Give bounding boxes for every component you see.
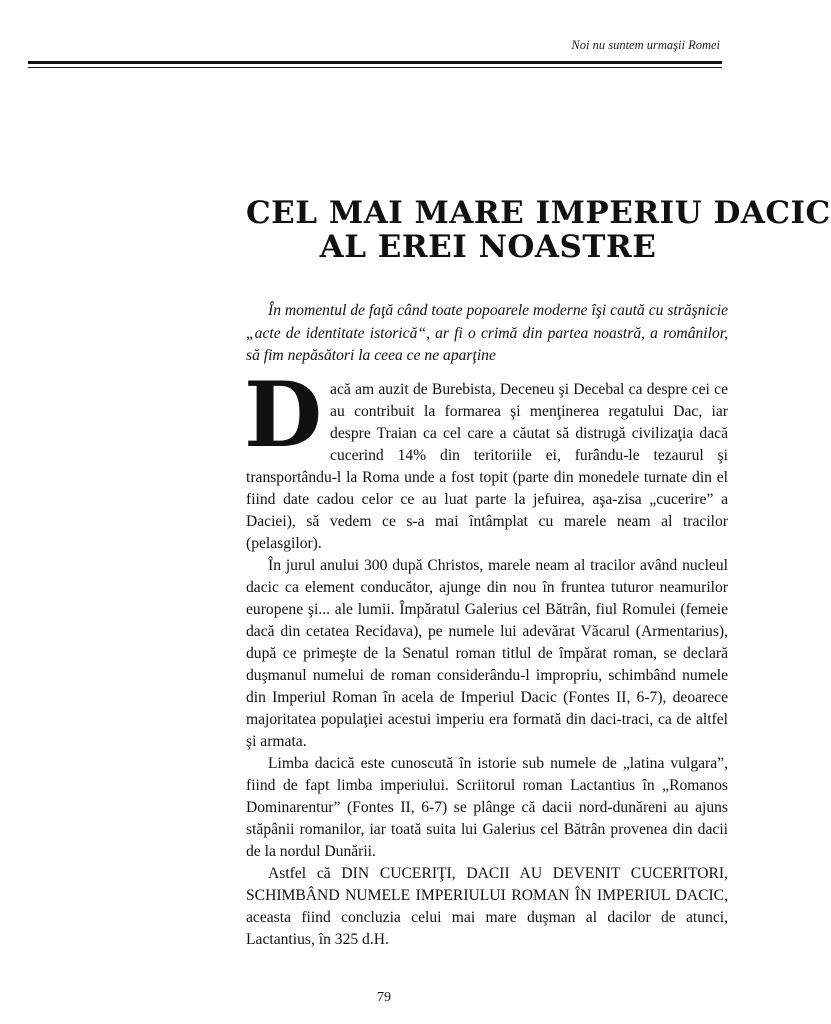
paragraph-1-text: acă am auzit de Burebista, Deceneu şi Decebal ca despre cei ce au contribuit la formarea şi menţinerea regatului Dac, iar despre Traian ca cel care a căutat să distrugă civilizaţia dacă cucerind 14% din teritoriile ei, furându-le tezaurul şi transportându-l la Roma unde a fost topit (parte din monedele turnate din el fiind date cadou celor ce au luat parte la jefuirea, aşa-zisa „cucerire” a Daciei), să vedem ce s-a mai întâmplat cu marele neam al tracilor (pelasgilor).: [246, 381, 728, 552]
chapter-body: [244, 362, 728, 951]
chapter-title: [246, 195, 831, 265]
header-rule-thin: [28, 67, 722, 68]
page-number: 79: [377, 990, 391, 1005]
header-rule-thick: [28, 61, 722, 64]
drop-cap: D: [244, 362, 323, 468]
paragraph-3: Limba dacică este cunoscută în istorie sub numele de „latina vulgara”, fiind de fapt limba imperiului. Scriitorul roman Lactantius în „Romanos Dominarentur” (Fontes II, 6-7) se plânge că dacii nord-dunăreni au ajuns stăpânii romanilor, iar toată suita lui Galerius cel Bătrân provenea din dacii de la nordul Dunării.: [246, 755, 728, 860]
paragraph-1: [244, 362, 728, 555]
paragraph-2: În jurul anului 300 după Christos, marele neam al tracilor având nucleul dacic ca element conducător, ajunge din nou în fruntea tuturor neamurilor europene şi... ale lumii. Împăratul Galerius cel Bătrân, fiul Romulei (femeie dacă din cetatea Recidava), pe numele lui adevărat Văcarul (Armentarius), după ce primeşte de la Senatul roman titlul de împărat roman, se declară duşmanul numelui de roman considerându-l impropriu, schimbând numele din Imperiul Roman în acela de Imperiul Dacic (Fontes II, 6-7), deoarece majoritatea populaţiei acestui imperiu era formată din daci-traci, ca de altfel şi armata.: [246, 557, 728, 750]
chapter-title-line-1: CEL MAI MARE IMPERIU DACIC: [246, 195, 831, 231]
chapter-lead: În momentul de faţă când toate popoarele moderne îşi caută cu străşnicie „acte de identitate istorică“, ar fi o crimă din partea noastră, a românilor, să fim nepăsători la ceea ce ne aparţine: [246, 302, 728, 364]
running-header: Noi nu suntem urmaşii Romei: [571, 38, 720, 52]
paragraph-4: Astfel că DIN CUCERIŢI, DACII AU DEVENIT CUCERITORI, SCHIMBÂND NUMELE IMPERIULUI ROMAN ÎN IMPERIUL DACIC, aceasta fiind concluzia celui mai mare duşman al dacilor de atunci, Lactantius, în 325 d.H.: [246, 865, 728, 948]
chapter-title-line-2: AL EREI NOASTRE: [319, 229, 657, 265]
